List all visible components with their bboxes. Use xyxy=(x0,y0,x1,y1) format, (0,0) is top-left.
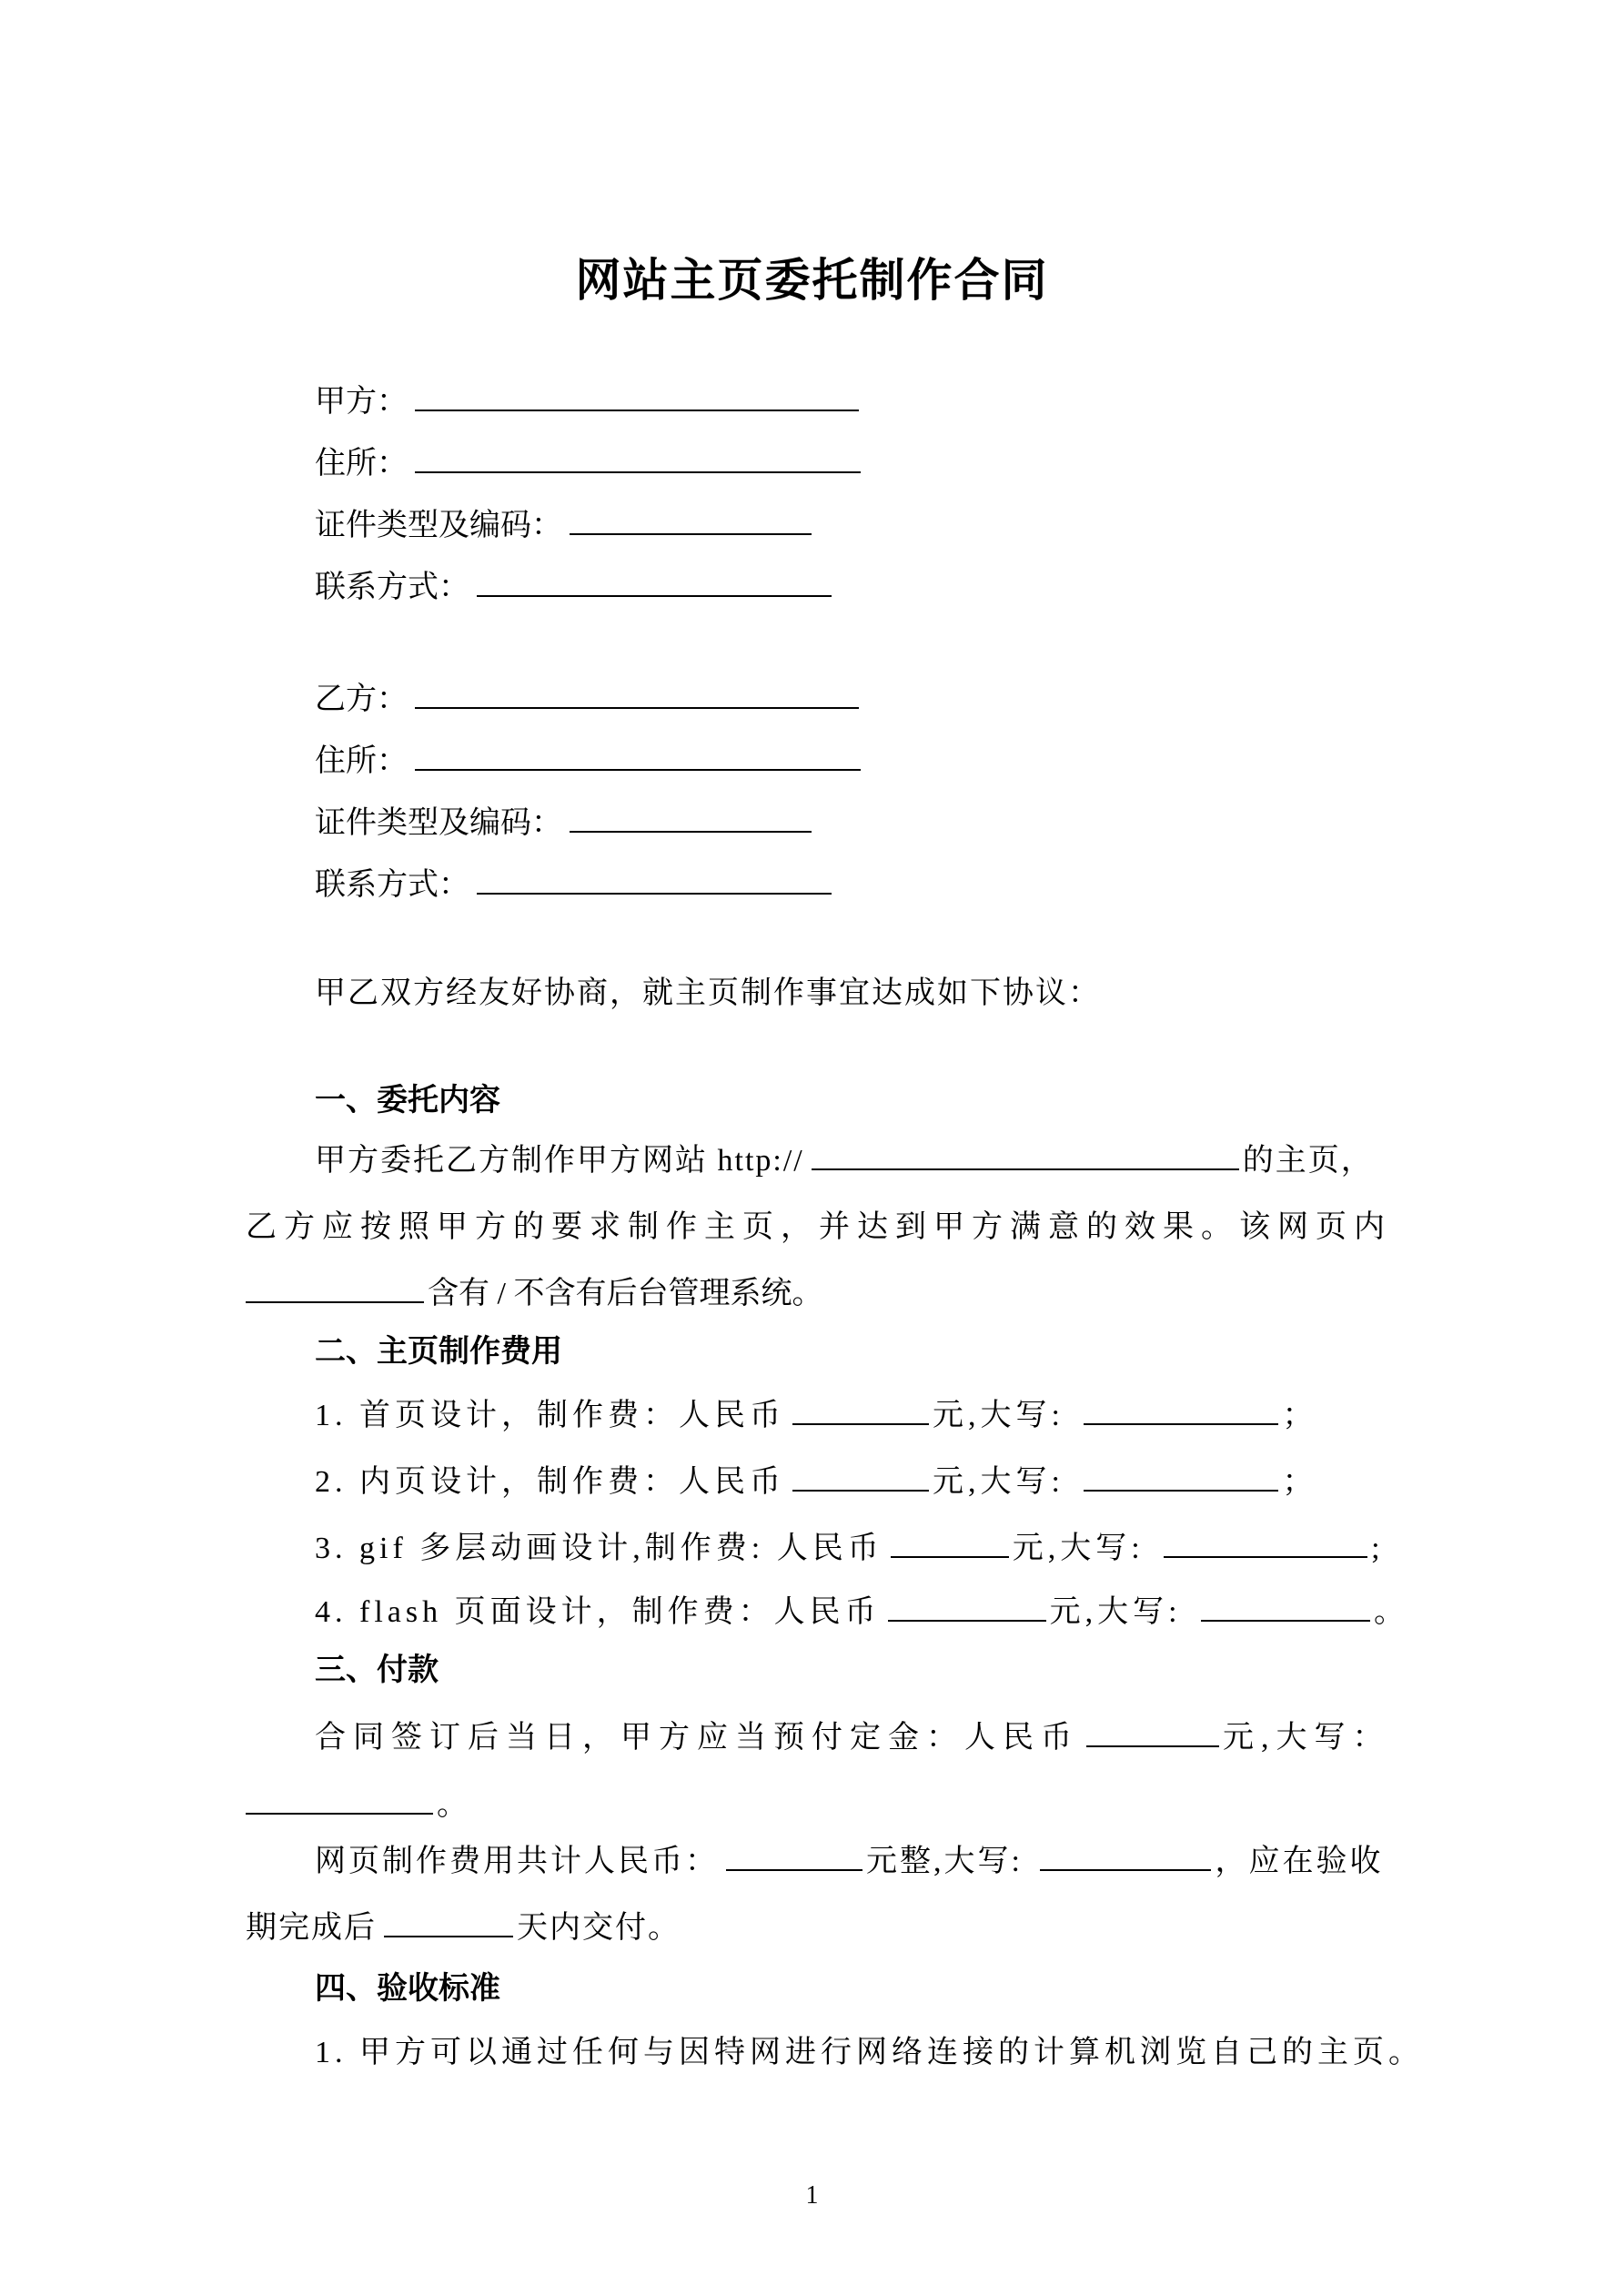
preamble-text: 甲乙双方经友好协商，就主页制作事宜达成如下协议： xyxy=(315,976,1101,1010)
section4-item1: 1. 甲方可以通过任何与因特网进行网络连接的计算机浏览自己的主页。 xyxy=(315,2036,1424,2069)
delivery-before: 期完成后 xyxy=(246,1911,377,1945)
section1-line2: 乙方应按照甲方的要求制作主页，并达到甲方满意的效果。该网页内 xyxy=(246,1210,1392,1244)
party-b-contact-label: 联系方式： xyxy=(315,868,469,902)
section1-line3 xyxy=(246,1272,1565,1316)
fee-item-4-amount-blank xyxy=(888,1609,1046,1622)
party-a-name-label: 甲方： xyxy=(315,385,408,419)
section1-line1-before: 甲方委托乙方制作甲方网站 http:// xyxy=(315,1144,804,1178)
section2-heading: 二、主页制作费用 xyxy=(315,1335,562,1369)
delivery-after: 天内交付。 xyxy=(517,1911,681,1945)
party-a-name-row xyxy=(246,380,1565,424)
fee-item-1-amount-blank xyxy=(792,1412,929,1425)
party-b-contact-blank xyxy=(477,882,832,895)
total-fee-words-blank xyxy=(1040,1858,1211,1871)
fee-item-1-end: ； xyxy=(1282,1399,1318,1432)
section1-line3-after: 含有 / 不含有后台管理系统。 xyxy=(428,1277,823,1310)
fee-item-2-mid: 元,大写: xyxy=(933,1465,1077,1499)
section3-heading: 三、付款 xyxy=(315,1654,439,1687)
fee-item-2-words-blank xyxy=(1084,1479,1278,1492)
fee-item-2-label: 2. 内页设计，制作费：人民币 xyxy=(315,1465,785,1499)
fee-item-3-label: 3. gif 多层动画设计,制作费: 人民币 xyxy=(315,1532,883,1565)
fee-item-4-words-blank xyxy=(1201,1609,1370,1622)
party-a-contact-row xyxy=(246,566,1565,610)
backend-option-blank xyxy=(246,1290,424,1303)
page-number: 1 xyxy=(805,2181,819,2210)
website-url-blank xyxy=(812,1158,1239,1170)
fee-item-2-amount-blank xyxy=(792,1479,929,1492)
party-b-contact-row xyxy=(246,864,1565,907)
section3-line1 xyxy=(246,1716,1565,1760)
party-b-name-row xyxy=(246,678,1565,722)
section1-line1 xyxy=(246,1139,1565,1183)
fee-item-4-mid: 元,大写: xyxy=(1049,1595,1195,1629)
party-b-id-label: 证件类型及编码： xyxy=(315,806,562,840)
fee-item-3-mid: 元,大写: xyxy=(1012,1532,1157,1565)
fee-item-1-label: 1. 首页设计，制作费：人民币 xyxy=(315,1399,785,1432)
party-b-name-blank xyxy=(415,696,859,709)
party-a-contact-label: 联系方式： xyxy=(315,571,469,604)
fee-item-innerpage xyxy=(246,1461,1565,1504)
fee-item-4-end: 。 xyxy=(1374,1595,1410,1629)
section3-line2 xyxy=(246,1784,1565,1827)
party-a-id-label: 证件类型及编码： xyxy=(315,509,562,542)
deposit-label: 合同签订后当日，甲方应当预付定金：人民币 xyxy=(315,1721,1079,1755)
fee-item-3-amount-blank xyxy=(891,1545,1009,1558)
party-a-id-blank xyxy=(570,522,812,535)
party-a-address-blank xyxy=(415,460,861,473)
party-b-id-row xyxy=(246,802,1565,845)
total-fee-mid: 元整,大写: xyxy=(866,1845,1034,1878)
fee-item-flash xyxy=(246,1591,1565,1634)
total-fee-label: 网页制作费用共计人民币： xyxy=(315,1845,719,1878)
party-b-id-blank xyxy=(570,820,812,833)
section3-line4 xyxy=(246,1907,1565,1950)
deposit-mid: 元,大写： xyxy=(1223,1721,1391,1755)
section3-line2-end: 。 xyxy=(437,1788,468,1822)
fee-item-3-words-blank xyxy=(1164,1545,1367,1558)
party-a-id-row xyxy=(246,504,1565,548)
party-a-address-label: 住所： xyxy=(315,447,408,480)
party-b-address-blank xyxy=(415,758,861,771)
fee-item-1-words-blank xyxy=(1084,1412,1278,1425)
fee-item-2-end: ； xyxy=(1282,1465,1318,1499)
deposit-words-blank xyxy=(246,1802,433,1815)
section3-line3 xyxy=(246,1840,1565,1884)
fee-item-1-mid: 元,大写: xyxy=(933,1399,1077,1432)
deposit-amount-blank xyxy=(1086,1735,1219,1747)
party-b-name-label: 乙方： xyxy=(315,683,408,716)
total-fee-amount-blank xyxy=(726,1858,862,1871)
party-a-contact-blank xyxy=(477,584,832,597)
party-a-address-row xyxy=(246,442,1565,486)
section4-heading: 四、验收标准 xyxy=(315,1972,500,2006)
total-fee-after: ，应在验收 xyxy=(1215,1845,1384,1878)
fee-item-homepage xyxy=(246,1394,1565,1438)
delivery-days-blank xyxy=(384,1925,513,1937)
fee-item-gif xyxy=(246,1527,1565,1571)
fee-item-3-end: ; xyxy=(1371,1532,1385,1565)
party-a-name-blank xyxy=(415,399,859,411)
party-b-address-label: 住所： xyxy=(315,744,408,778)
section1-heading: 一、委托内容 xyxy=(315,1084,500,1118)
section1-line1-after: 的主页， xyxy=(1242,1144,1374,1178)
fee-item-4-label: 4. flash 页面设计，制作费：人民币 xyxy=(315,1595,881,1629)
party-b-address-row xyxy=(246,740,1565,784)
document-title: 网站主页委托制作合同 xyxy=(575,255,1049,306)
